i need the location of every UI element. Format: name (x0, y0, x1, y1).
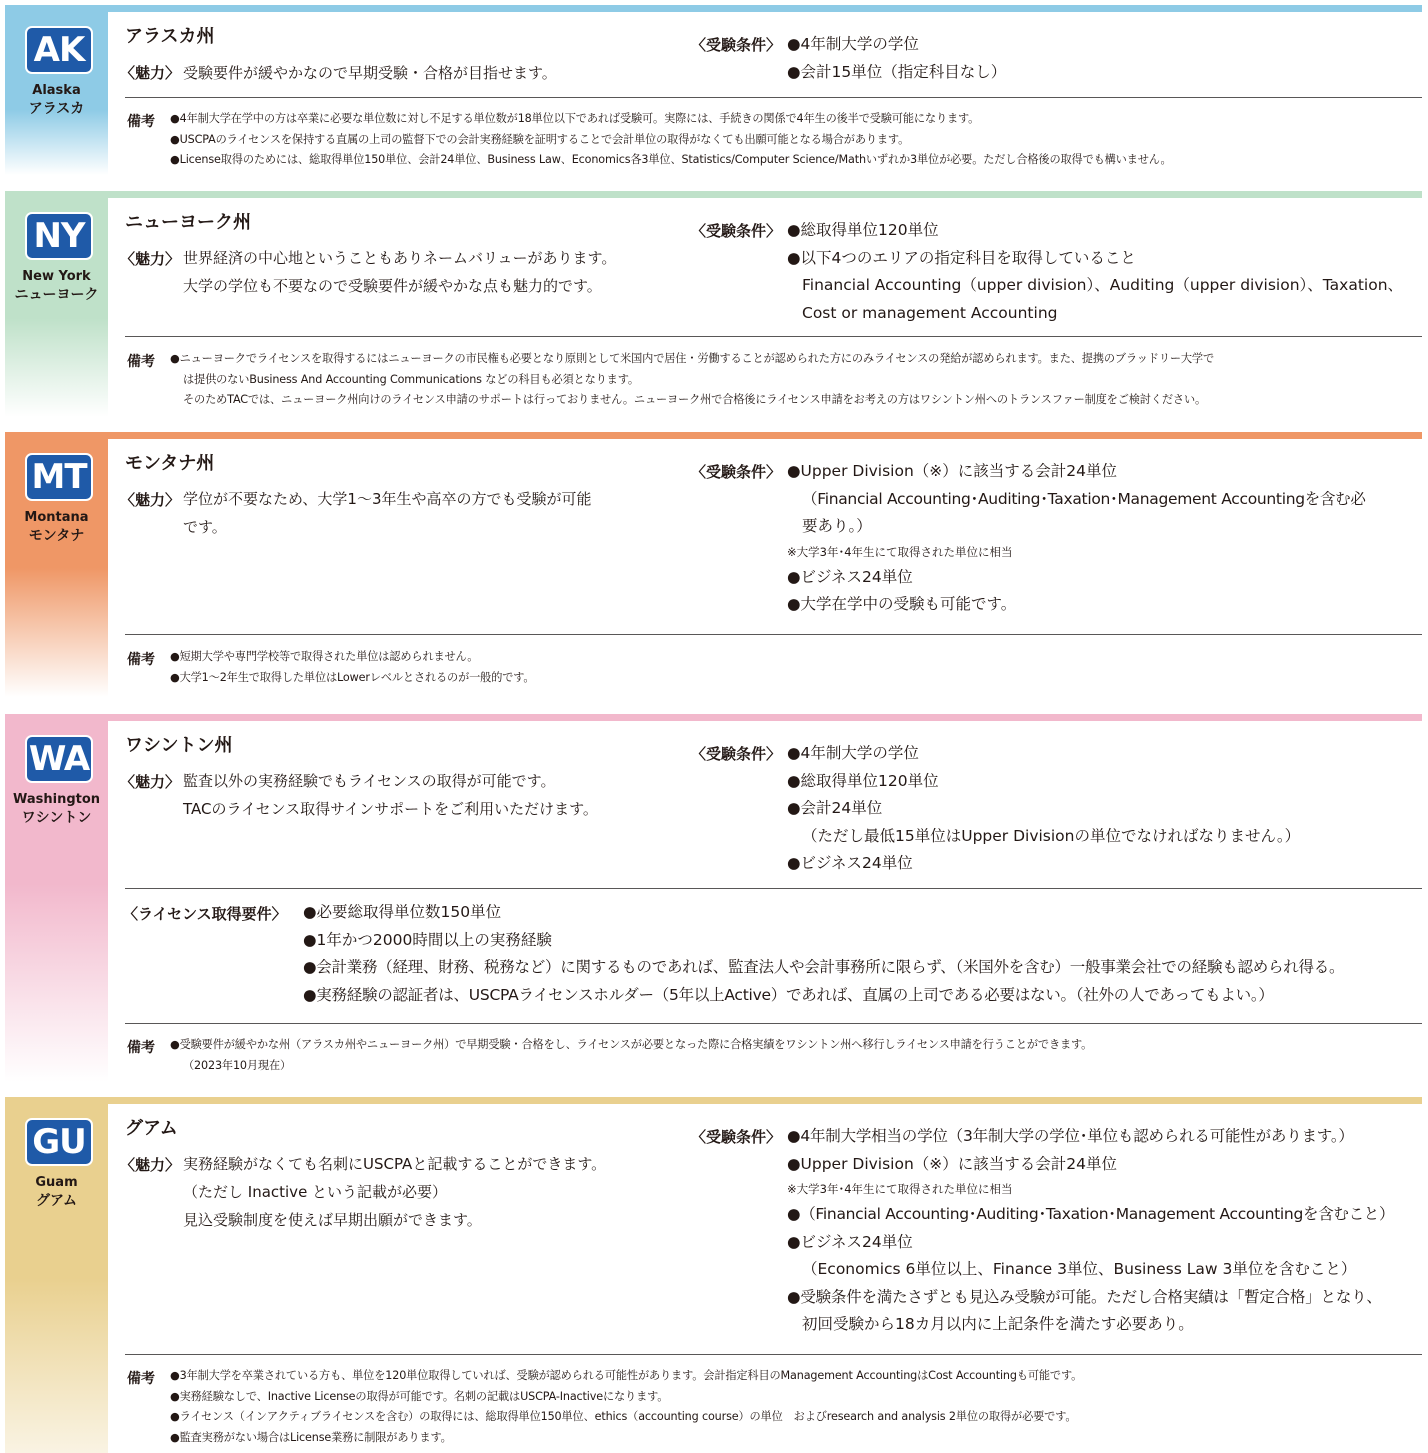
section-bar (5, 191, 1422, 198)
state-name-en: Washington (12, 792, 101, 807)
notes-label: 備考 (127, 1371, 155, 1387)
requirements-list: ●4年制大学相当の学位（3年制大学の学位･単位も認められる可能性があります。） ●Upper Division（※）に該当する会計24単位 ※大学3年･4年生にて取得された単位に相当 ●（Financial Accounting･Auditing･Taxation･Management Accountingを含むこと） ●ビジネス24単位 （Economics 6単位以上、Finance 3単位、Business Law 3単位を含むこと） ●受験条件を満たさずとも見込み受験が可能。ただし合格実績は「暫定合格」となり、 初回受験から18カ月以内に上記条件を満たす必要あり。 (787, 1127, 1395, 1333)
state-code-badge: AK (25, 26, 93, 74)
state-name-en: Guam (35, 1175, 78, 1190)
notes-list: ●受験要件が緩やかな州（アラスカ州やニューヨーク州）で早期受験・合格をし、ライセンスが必要となった際に合格実績をワシントン州へ移行しライセンス申請を行うことができます。 （2023年10月現在） (170, 1038, 1093, 1072)
notes-label: 備考 (127, 652, 155, 668)
state-title: ニューヨーク州 (125, 212, 251, 233)
appeal-label: 〈魅力〉 (120, 773, 181, 791)
requirements-list: ●4年制大学の学位 ●総取得単位120単位 ●会計24単位 （ただし最低15単位はUpper Divisionの単位でなければなりません。） ●ビジネス24単位 (787, 744, 1301, 872)
state-name-ja: ワシントン (21, 810, 92, 826)
license-label: 〈ライセンス取得要件〉 (123, 905, 287, 923)
notes-list: ●短期大学や専門学校等で取得された単位は認められません。 ●大学1～2年生で取得した単位はLowerレベルとされるのが一般的です。 (170, 650, 535, 684)
state-code-badge: NY (25, 212, 93, 260)
requirements-label: 〈受験条件〉 (691, 745, 782, 763)
appeal-text: 受験要件が緩やかなので早期受験・合格が目指せます。 (183, 64, 557, 82)
state-name-ja: グアム (35, 1193, 78, 1209)
section-guam (5, 1097, 1422, 1453)
state-title: モンタナ州 (125, 453, 215, 474)
divider (125, 1023, 1422, 1024)
state-side-panel (5, 721, 108, 1082)
state-code-badge: WA (25, 735, 93, 783)
state-code-badge: MT (25, 453, 93, 501)
state-name-ja: モンタナ (28, 528, 85, 544)
notes-label: 備考 (127, 1040, 155, 1056)
state-name-en: New York (22, 269, 91, 284)
state-title: グアム (125, 1118, 178, 1139)
requirements-list: ●Upper Division（※）に該当する会計24単位 （Financial Accounting･Auditing･Taxation･Management Accountingを含む必 要あり。） ※大学3年･4年生にて取得された単位に相当 ●ビジネス24単位 ●大学在学中の受験も可能です。 (787, 462, 1366, 613)
section-bar (5, 1097, 1422, 1104)
appeal-label: 〈魅力〉 (120, 491, 181, 509)
divider (125, 634, 1422, 635)
appeal-text: 監査以外の実務経験でもライセンスの取得が可能です。 TACのライセンス取得サインサポートをご利用いただけます。 (183, 772, 598, 818)
section-washington (5, 714, 1422, 1082)
state-name-en: Alaska (32, 83, 81, 98)
appeal-text: 世界経済の中心地ということもありネームバリューがあります。 大学の学位も不要なので受験要件が緩やかな点も魅力的です。 (183, 249, 617, 295)
notes-label: 備考 (127, 354, 155, 370)
state-code-badge: GU (25, 1118, 93, 1166)
section-bar (5, 432, 1422, 439)
state-side-panel (5, 198, 108, 417)
appeal-text: 実務経験がなくても名刺にUSCPAと記載することができます。 （ただし Inactive という記載が必要） 見込受験制度を使えば早期出願ができます。 (183, 1155, 607, 1229)
divider (125, 97, 1422, 98)
state-name-ja: アラスカ (28, 101, 85, 117)
notes-list: ●ニューヨークでライセンスを取得するにはニューヨークの市民権も必要となり原則として米国内で居住・労働することが認められた方にのみライセンスの発給が認められます。また、提携のブラッドリー大学で は提供のないBusiness And Accounting Communications などの科目も必須となります。 そのためTACでは、ニューヨーク州向けのライセンス申請のサポートは行っておりません。ニューヨーク州で合格後にライセンス申請をお考えの方はワシントン州へのトランスファー制度をご検討ください。 (170, 352, 1215, 406)
notes-label: 備考 (127, 114, 155, 130)
state-name-ja: ニューヨーク (14, 287, 99, 303)
divider (125, 888, 1422, 889)
appeal-label: 〈魅力〉 (120, 1156, 181, 1174)
divider (125, 1354, 1422, 1355)
requirements-list: ●総取得単位120単位 ●以下4つのエリアの指定科目を取得していること Financial Accounting（upper division）、Auditing（upper division）、Taxation、 Cost or management Accounting (787, 221, 1404, 322)
requirements-label: 〈受験条件〉 (691, 222, 782, 240)
requirements-label: 〈受験条件〉 (691, 463, 782, 481)
section-bar (5, 5, 1422, 12)
state-side-panel (5, 12, 108, 175)
divider (125, 336, 1422, 337)
notes-list: ●3年制大学を卒業されている方も、単位を120単位取得していれば、受験が認められる可能性があります。会計指定科目のManagement AccountingはCost Accountingも可能です。 ●実務経験なしで、Inactive Licenseの取得が可能です。名刺の記載はUSCPA-Inactiveになります。 ●ライセンス（インアクティブライセンスを含む）の取得には、総取得単位150単位、ethics（accounting course）の単位 およびresearch and analysis 2単位の取得が必要です。 ●監査実務がない場合はLicense業務に制限があります。 (170, 1369, 1083, 1444)
requirements-label: 〈受験条件〉 (691, 36, 782, 54)
notes-list: ●4年制大学在学中の方は卒業に必要な単位数に対し不足する単位数が18単位以下であれば受験可。実際には、手続きの関係で4年生の後半で受験可能になります。 ●USCPAのライセンスを保持する直属の上司の監督下での会計実務経験を証明することで会計単位の取得がなくても出願可能となる場合があります。 ●License取得のためには、総取得単位150単位、会計24単位、Business Law、Economics各3単位、Statistics/Computer Science/Mathいずれか3単位が必要。ただし合格後の取得でも構いません。 (170, 112, 1172, 166)
requirements-list: ●4年制大学の学位 ●会計15単位（指定科目なし） (787, 35, 1007, 81)
appeal-label: 〈魅力〉 (120, 250, 181, 268)
appeal-label: 〈魅力〉 (120, 64, 181, 82)
state-title: ワシントン州 (125, 735, 233, 756)
license-list: ●必要総取得単位数150単位 ●1年かつ2000時間以上の実務経験 ●会計業務（経理、財務、税務など）に関するものであれば、監査法人や会計事務所に限らず、（米国外を含む）一般事業会社での経験も認められ得る。 ●実務経験の認証者は、USCPAライセンスホルダー（5年以上Active）であれば、直属の上司である必要はない。（社外の人であってもよい。） (303, 903, 1345, 1004)
appeal-text: 学位が不要なため、大学1～3年生や高卒の方でも受験が可能 です。 (183, 490, 592, 536)
state-side-panel (5, 439, 108, 697)
section-montana (5, 432, 1422, 697)
state-name-en: Montana (24, 510, 89, 525)
state-title: アラスカ州 (125, 26, 215, 47)
section-new-york (5, 191, 1422, 417)
section-bar (5, 714, 1422, 721)
section-alaska (5, 5, 1422, 175)
state-side-panel (5, 1104, 108, 1453)
requirements-label: 〈受験条件〉 (691, 1128, 782, 1146)
